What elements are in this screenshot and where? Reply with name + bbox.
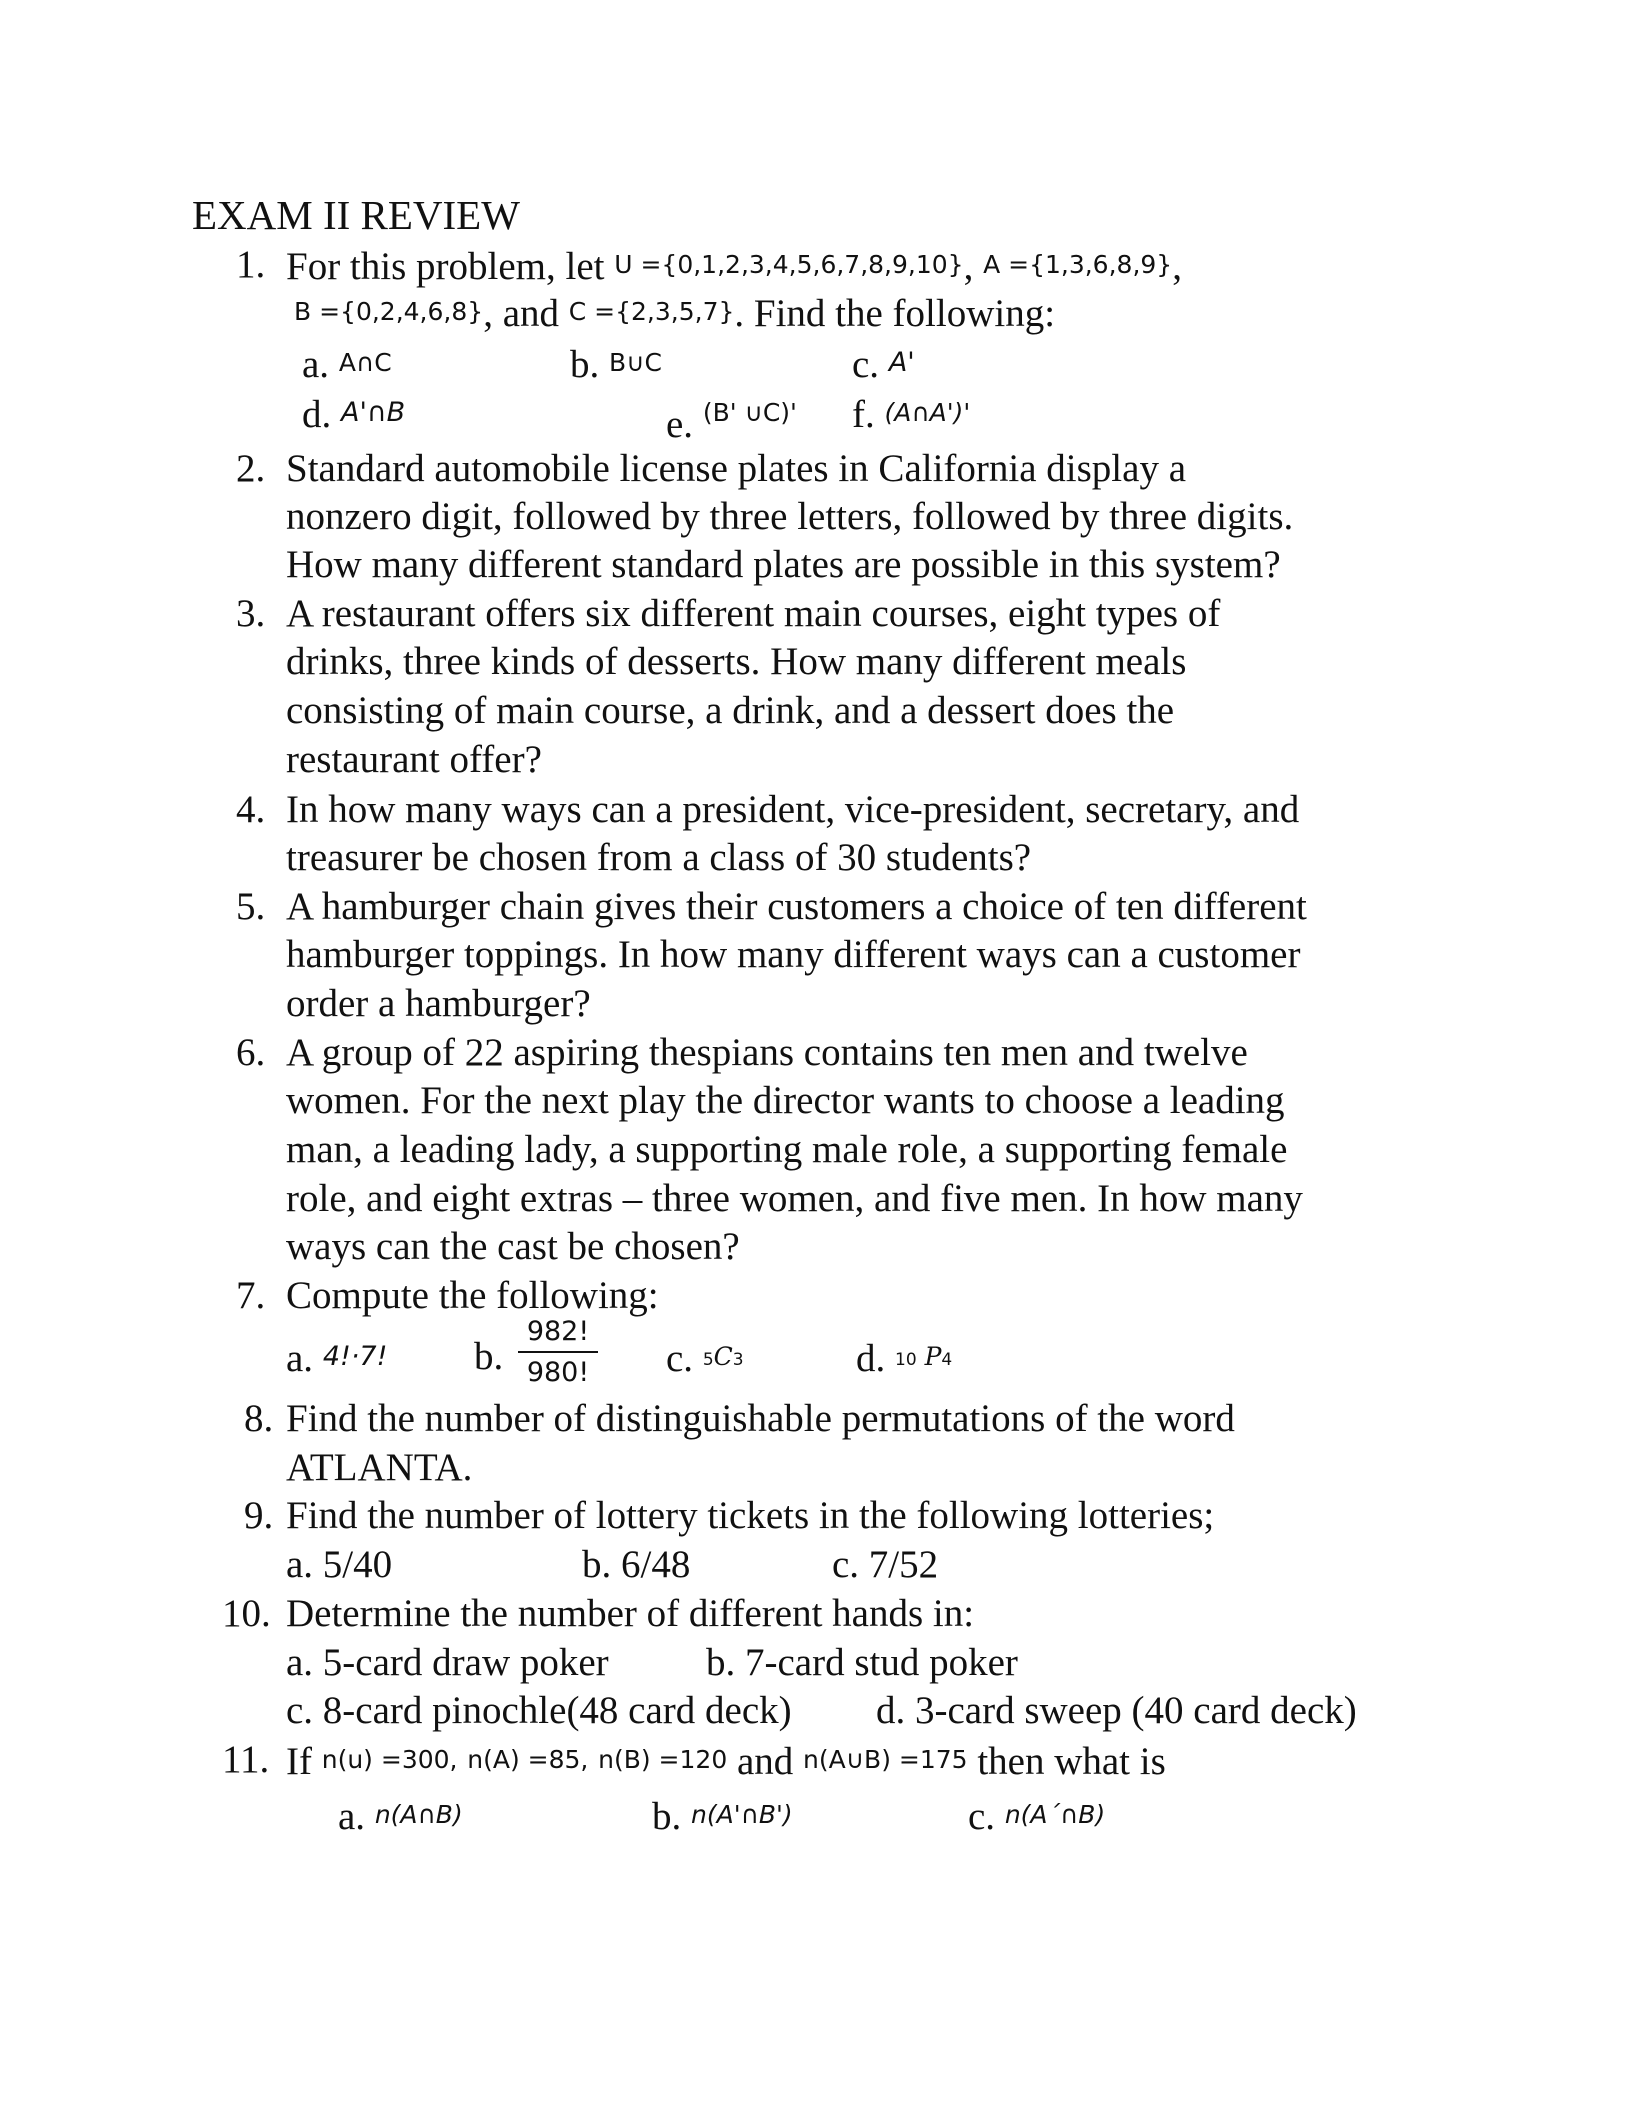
q10-a: a. 5-card draw poker <box>286 1641 609 1684</box>
q7-c-expr <box>703 1342 744 1371</box>
page-title: EXAM II REVIEW <box>192 192 520 238</box>
q11-n-a-union-b: n(A∪B) =175 <box>803 1745 968 1774</box>
q1-a <box>302 340 392 388</box>
q3-line-3: consisting of main course, a drink, and a dessert does the <box>286 689 1175 732</box>
q7-c <box>666 1334 744 1383</box>
q7-text: Compute the following: <box>286 1274 659 1317</box>
q7-d <box>856 1334 952 1383</box>
q1-comma-1: , <box>963 245 974 288</box>
q7-a <box>286 1334 387 1382</box>
q11-b <box>652 1792 793 1840</box>
q2-line-3: How many different standard plates are possible in this system? <box>286 543 1281 586</box>
q1-a-label: a. <box>302 343 330 386</box>
q1-c-expr: A' <box>888 347 915 378</box>
q4-line-1: In how many ways can a president, vice-president, secretary, and <box>286 788 1300 831</box>
q1-e-label: e. <box>666 403 694 446</box>
q1-d-expr: A'∩B <box>341 397 406 428</box>
q1-number: 1. <box>236 243 266 286</box>
q1-set-u: U ={0,1,2,3,4,5,6,7,8,9,10} <box>614 250 964 279</box>
q11-a <box>338 1792 463 1840</box>
q5-line-1: A hamburger chain gives their customers a choice of ten different <box>286 885 1307 928</box>
q2-line-1: Standard automobile license plates in California display a <box>286 447 1187 490</box>
q1-b-expr: B∪C <box>609 348 662 377</box>
q9-number: 9. <box>244 1494 274 1537</box>
q7-b-fraction <box>518 1316 598 1388</box>
q11-n-a: n(A) =85, <box>467 1745 589 1774</box>
q1-a-expr: A∩C <box>338 348 392 377</box>
q11-if: If <box>286 1740 312 1783</box>
q10-d: d. 3-card sweep (40 card deck) <box>876 1689 1357 1732</box>
q1-f-expr: (A∩A')' <box>884 398 971 427</box>
q1-find: . Find the following: <box>734 292 1056 335</box>
q1-comma-2: , <box>1172 245 1182 288</box>
q11-b-expr: n(A'∩B') <box>691 1800 793 1829</box>
q7-b-label: b. <box>474 1335 504 1378</box>
q11-line-1 <box>286 1737 1166 1785</box>
q11-b-label: b. <box>652 1795 682 1838</box>
q7-c-sub: 3 <box>732 1350 744 1370</box>
q9-b: b. 6/48 <box>582 1543 691 1586</box>
q1-b-label: b. <box>570 343 600 386</box>
q6-number: 6. <box>236 1031 266 1074</box>
q1-c-label: c. <box>852 343 880 386</box>
q3-line-2: drinks, three kinds of desserts. How many different meals <box>286 640 1187 683</box>
fraction-bar <box>518 1351 598 1353</box>
q10-number: 10. <box>222 1592 271 1635</box>
q4-line-2: treasurer be chosen from a class of 30 students? <box>286 836 1032 879</box>
q1-d <box>302 390 405 438</box>
q10-text: Determine the number of different hands in: <box>286 1592 975 1635</box>
q7-d-main: P <box>924 1342 942 1371</box>
q5-number: 5. <box>236 885 266 928</box>
q7-d-expr <box>895 1342 952 1371</box>
q11-a-label: a. <box>338 1795 366 1838</box>
q2-line-2: nonzero digit, followed by three letters, followed by three digits. <box>286 495 1294 538</box>
q6-line-3: man, a leading lady, a supporting male role, a supporting female <box>286 1128 1288 1171</box>
q1-line-1 <box>286 242 1182 290</box>
q6-line-2: women. For the next play the director wants to choose a leading <box>286 1079 1285 1122</box>
q9-a: a. 5/40 <box>286 1543 393 1586</box>
q11-number: 11. <box>222 1738 270 1781</box>
q11-n-u: n(u) =300, <box>321 1745 458 1774</box>
q6-line-1: A group of 22 aspiring thespians contains ten men and twelve <box>286 1031 1248 1074</box>
q7-b-denominator: 980! <box>526 1357 590 1388</box>
q11-then: then what is <box>977 1740 1166 1783</box>
q7-a-label: a. <box>286 1337 314 1380</box>
q10-b: b. 7-card stud poker <box>706 1641 1018 1684</box>
q3-line-4: restaurant offer? <box>286 738 542 781</box>
q11-and: and <box>736 1740 794 1783</box>
q1-set-a: A ={1,3,6,8,9} <box>983 250 1173 279</box>
q1-set-c: C ={2,3,5,7} <box>568 297 735 326</box>
q6-line-5: ways can the cast be chosen? <box>286 1225 740 1268</box>
q4-number: 4. <box>236 788 266 831</box>
q1-f <box>852 390 970 438</box>
q3-line-1: A restaurant offers six different main courses, eight types of <box>286 592 1221 635</box>
q1-d-label: d. <box>302 393 332 436</box>
q2-number: 2. <box>236 447 266 490</box>
q10-c: c. 8-card pinochle(48 card deck) <box>286 1689 792 1732</box>
q7-c-pre: 5 <box>702 1350 714 1370</box>
q7-d-pre: 10 <box>895 1350 917 1370</box>
q5-line-3: order a hamburger? <box>286 982 591 1025</box>
q3-number: 3. <box>236 592 266 635</box>
q6-line-4: role, and eight extras – three women, and five men. In how many <box>286 1177 1303 1220</box>
q7-b-numerator: 982! <box>526 1316 590 1347</box>
q7-d-sub: 4 <box>941 1350 953 1370</box>
q7-d-label: d. <box>856 1337 886 1380</box>
q11-n-b: n(B) =120 <box>598 1745 728 1774</box>
q7-c-label: c. <box>666 1337 694 1380</box>
q8-number: 8. <box>244 1397 274 1440</box>
q1-c <box>852 340 915 388</box>
q1-b <box>570 340 662 388</box>
q1-e-expr: (B' ∪C)' <box>702 398 797 427</box>
q11-c <box>968 1792 1105 1840</box>
q8-line-2: ATLANTA. <box>286 1446 473 1489</box>
q7-a-expr: 4!·7! <box>322 1341 388 1372</box>
q1-f-label: f. <box>852 393 875 436</box>
q11-c-label: c. <box>968 1795 996 1838</box>
q8-line-1: Find the number of distinguishable permutations of the word <box>286 1397 1235 1440</box>
q1-line-2 <box>294 289 1055 337</box>
q5-line-2: hamburger toppings. In how many different ways can a customer <box>286 933 1301 976</box>
q11-a-expr: n(A∩B) <box>374 1800 463 1829</box>
q11-c-expr: n(A´∩B) <box>1004 1800 1106 1829</box>
q9-c: c. 7/52 <box>832 1543 939 1586</box>
q1-intro: For this problem, let <box>286 245 605 288</box>
q1-and: , and <box>483 292 559 335</box>
q1-e <box>666 390 797 448</box>
q1-set-b: B ={0,2,4,6,8} <box>294 297 484 326</box>
q9-text: Find the number of lottery tickets in the following lotteries; <box>286 1494 1215 1537</box>
q7-c-main: C <box>713 1342 733 1371</box>
q7-number: 7. <box>236 1274 266 1317</box>
